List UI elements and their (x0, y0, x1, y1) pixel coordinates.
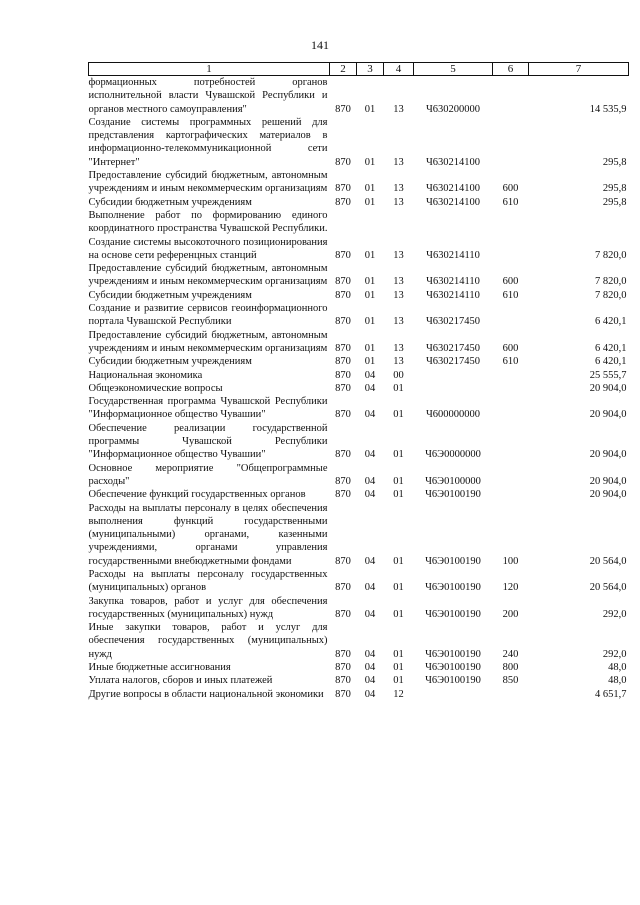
row-name: Расходы на выплаты персоналу государственных (муниципальных) органов (88, 568, 328, 594)
row-expense-type (493, 116, 529, 169)
row-subsection-code: 01 (393, 662, 404, 674)
row-name: Другие вопросы в области национальной экономики (88, 688, 324, 700)
row-amount: 7 820,0 (595, 276, 627, 288)
row-expense-type (493, 462, 529, 489)
row-amount: 4 651,7 (595, 688, 627, 700)
table-header (89, 63, 629, 76)
row-amount: 20 904,0 (589, 382, 627, 394)
header-col-5: 5 (414, 63, 493, 76)
row-ministry-code: 870 (335, 369, 351, 381)
row-name: Общеэкономические вопросы (88, 382, 223, 394)
header-col-6: 6 (493, 63, 529, 76)
row-expense-type: 800 (502, 662, 519, 674)
row-ministry-code: 870 (335, 316, 351, 328)
row-amount: 20 904,0 (589, 409, 627, 421)
row-target-code (414, 382, 493, 395)
row-subsection-code: 01 (393, 409, 404, 421)
row-ministry-code: 870 (335, 675, 351, 687)
row-section-code: 01 (364, 316, 376, 328)
row-target-code: Ч6Э0100190 (425, 608, 481, 620)
row-expense-type: 600 (502, 276, 519, 288)
row-name: Субсидии бюджетным учреждениям (88, 289, 252, 301)
row-ministry-code: 870 (335, 289, 351, 301)
table-row (89, 76, 629, 116)
row-section-code: 04 (364, 675, 376, 687)
row-section-code: 01 (364, 156, 376, 168)
row-amount: 7 820,0 (595, 249, 627, 261)
row-amount: 14 535,9 (589, 103, 627, 115)
row-ministry-code: 870 (335, 582, 351, 594)
row-section-code: 04 (364, 582, 376, 594)
table-row (89, 661, 629, 674)
row-expense-type (493, 209, 529, 262)
row-amount: 20 904,0 (589, 449, 627, 461)
row-subsection-code: 13 (393, 156, 404, 168)
header-col-3: 3 (357, 63, 384, 76)
row-ministry-code: 870 (335, 183, 351, 195)
row-ministry-code: 870 (335, 555, 351, 567)
row-ministry-code: 870 (335, 276, 351, 288)
row-section-code: 01 (364, 289, 376, 301)
row-name: Выполнение работ по формированию единого координатного пространства Чувашской Республики. Создание системы высокоточного позиционирования на основе сети референцных станций (88, 209, 328, 261)
row-ministry-code: 870 (335, 196, 351, 208)
row-target-code: Ч630217450 (425, 316, 481, 328)
row-section-code: 01 (364, 356, 376, 368)
row-subsection-code: 01 (393, 555, 404, 567)
row-amount: 7 820,0 (595, 289, 627, 301)
row-amount: 48,0 (608, 662, 627, 674)
row-subsection-code: 01 (393, 608, 404, 620)
row-section-code: 04 (364, 475, 376, 487)
row-ministry-code: 870 (335, 648, 351, 660)
row-target-code: Ч6Э0100190 (425, 648, 481, 660)
row-amount: 6 420,1 (595, 356, 627, 368)
row-name: Создание и развитие сервисов геоинформационного портала Чувашской Республики (88, 303, 328, 328)
table-row (89, 169, 629, 196)
table-row (89, 116, 629, 169)
row-section-code: 04 (364, 688, 376, 700)
row-subsection-code: 12 (393, 688, 404, 700)
row-subsection-code: 13 (393, 183, 404, 195)
row-target-code (414, 369, 493, 382)
row-amount: 20 564,0 (589, 582, 627, 594)
row-target-code: Ч6Э0100190 (425, 675, 481, 687)
row-target-code: Ч630217450 (425, 342, 481, 354)
table-row (89, 369, 629, 382)
row-name: Национальная экономика (88, 369, 203, 381)
row-ministry-code: 870 (335, 662, 351, 674)
budget-table (88, 62, 629, 701)
table-row (89, 196, 629, 209)
row-ministry-code: 870 (335, 249, 351, 261)
row-target-code: Ч6Э0100190 (425, 582, 481, 594)
table-row (89, 302, 629, 329)
row-section-code: 01 (364, 249, 376, 261)
row-ministry-code: 870 (335, 475, 351, 487)
page-number: 141 (311, 38, 329, 52)
row-name: Уплата налогов, сборов и иных платежей (88, 675, 273, 687)
row-target-code: Ч630214110 (426, 276, 480, 288)
row-amount: 295,8 (602, 156, 627, 168)
row-subsection-code: 01 (393, 475, 404, 487)
row-name: Государственная программа Чувашской Республики "Информационное общество Чувашии" (88, 396, 328, 421)
row-expense-type (493, 488, 529, 501)
row-subsection-code: 01 (393, 449, 404, 461)
row-target-code: Ч6Э0100190 (425, 489, 481, 501)
row-ministry-code: 870 (335, 382, 351, 394)
row-expense-type: 850 (502, 675, 519, 687)
row-amount: 6 420,1 (595, 342, 627, 354)
row-ministry-code: 870 (335, 342, 351, 354)
row-subsection-code: 01 (393, 582, 404, 594)
table-row (89, 688, 629, 701)
header-col-4: 4 (384, 63, 414, 76)
row-name: Иные бюджетные ассигнования (88, 662, 231, 674)
row-ministry-code: 870 (335, 489, 351, 501)
row-section-code: 04 (364, 608, 376, 620)
row-name: Субсидии бюджетным учреждениям (88, 356, 252, 368)
row-amount: 295,8 (602, 183, 627, 195)
row-ministry-code: 870 (335, 688, 351, 700)
row-target-code: Ч630214100 (425, 183, 481, 195)
row-subsection-code: 13 (393, 356, 404, 368)
header-col-2: 2 (330, 63, 357, 76)
table-row (89, 462, 629, 489)
row-amount: 25 555,7 (589, 369, 627, 381)
row-target-code: Ч630214100 (425, 196, 481, 208)
row-subsection-code: 01 (393, 382, 404, 394)
row-name: Закупка товаров, работ и услуг для обеспечения государственных (муниципальных) нужд (88, 595, 328, 620)
row-amount: 295,8 (602, 196, 627, 208)
table-row (89, 355, 629, 368)
row-target-code: Ч600000000 (425, 409, 481, 421)
row-target-code: Ч630214100 (425, 156, 481, 168)
row-name: Обеспечение функций государственных органов (88, 489, 306, 501)
row-section-code: 01 (364, 276, 376, 288)
row-ministry-code: 870 (335, 409, 351, 421)
row-subsection-code: 00 (393, 369, 404, 381)
row-expense-type: 610 (502, 196, 519, 208)
row-target-code (414, 688, 493, 701)
row-amount: 292,0 (602, 648, 627, 660)
row-section-code: 04 (364, 489, 376, 501)
table-row (89, 595, 629, 622)
table-row (89, 395, 629, 422)
table-row (89, 382, 629, 395)
row-section-code: 01 (364, 183, 376, 195)
row-expense-type: 610 (502, 289, 519, 301)
row-name: Основное мероприятие "Общепрограммные расходы" (88, 462, 328, 487)
table-row (89, 262, 629, 289)
row-expense-type (493, 688, 529, 701)
row-subsection-code: 13 (393, 316, 404, 328)
row-amount: 6 420,1 (595, 316, 627, 328)
row-subsection-code: 01 (393, 675, 404, 687)
table-row (89, 329, 629, 356)
row-amount: 20 904,0 (589, 489, 627, 501)
table-row (89, 621, 629, 661)
table-row (89, 674, 629, 687)
row-expense-type: 200 (502, 608, 519, 620)
row-amount: 292,0 (602, 608, 627, 620)
row-expense-type: 240 (502, 648, 519, 660)
row-name: Обеспечение реализации государственной программы Чувашской Республики "Информационное общество Чувашии" (88, 422, 328, 461)
row-target-code: Ч6Э0100190 (425, 555, 481, 567)
row-expense-type: 120 (502, 582, 519, 594)
row-subsection-code: 01 (393, 648, 404, 660)
row-subsection-code: 13 (393, 342, 404, 354)
row-name: Создание системы программных решений для представления картографических материалов в информационно-телекоммуникационной сети "Интернет" (88, 116, 328, 168)
row-expense-type: 610 (502, 356, 519, 368)
row-expense-type: 100 (502, 555, 519, 567)
header-col-7: 7 (529, 63, 629, 76)
header-col-1: 1 (89, 63, 330, 76)
table-row (89, 209, 629, 262)
row-ministry-code: 870 (335, 356, 351, 368)
row-amount: 20 564,0 (589, 555, 627, 567)
table-row (89, 488, 629, 501)
row-expense-type (493, 382, 529, 395)
table-row (89, 568, 629, 595)
row-subsection-code: 13 (393, 276, 404, 288)
row-section-code: 01 (364, 196, 376, 208)
row-target-code: Ч630214110 (426, 249, 480, 261)
row-name: Предоставление субсидий бюджетным, автономным учреждениям и иным некоммерческим организациям (88, 170, 328, 195)
row-target-code: Ч6Э0000000 (425, 449, 481, 461)
row-section-code: 04 (364, 409, 376, 421)
row-expense-type (493, 76, 529, 116)
row-section-code: 04 (364, 555, 376, 567)
row-subsection-code: 13 (393, 249, 404, 261)
row-section-code: 04 (364, 449, 376, 461)
row-target-code: Ч630214110 (426, 289, 480, 301)
row-subsection-code: 13 (393, 103, 404, 115)
row-expense-type (493, 422, 529, 462)
row-section-code: 01 (364, 103, 376, 115)
row-target-code: Ч630217450 (425, 356, 481, 368)
row-name: Предоставление субсидий бюджетным, автономным учреждениям и иным некоммерческим организациям (88, 263, 328, 288)
row-expense-type (493, 302, 529, 329)
row-section-code: 04 (364, 648, 376, 660)
row-expense-type (493, 395, 529, 422)
row-section-code: 04 (364, 382, 376, 394)
row-subsection-code: 13 (393, 289, 404, 301)
row-ministry-code: 870 (335, 103, 351, 115)
row-section-code: 01 (364, 342, 376, 354)
table-row (89, 422, 629, 462)
row-target-code: Ч630200000 (425, 103, 481, 115)
table-row (89, 289, 629, 302)
row-target-code: Ч6Э0100000 (425, 475, 481, 487)
row-name: Субсидии бюджетным учреждениям (88, 196, 252, 208)
row-amount: 20 904,0 (589, 475, 627, 487)
row-section-code: 04 (364, 369, 376, 381)
row-name: Расходы на выплаты персоналу в целях обеспечения выполнения функций государственными (муниципальными) органами, казенными учреждениями, органами управления государственными внебюджетными фондами (88, 502, 328, 567)
row-ministry-code: 870 (335, 449, 351, 461)
row-section-code: 04 (364, 662, 376, 674)
row-ministry-code: 870 (335, 156, 351, 168)
row-name: Предоставление субсидий бюджетным, автономным учреждениям и иным некоммерческим организациям (88, 329, 328, 354)
table-row (89, 502, 629, 568)
row-subsection-code: 01 (393, 489, 404, 501)
row-expense-type: 600 (502, 342, 519, 354)
row-amount: 48,0 (608, 675, 627, 687)
row-target-code: Ч6Э0100190 (425, 662, 481, 674)
row-ministry-code: 870 (335, 608, 351, 620)
row-subsection-code: 13 (393, 196, 404, 208)
row-name: Иные закупки товаров, работ и услуг для обеспечения государственных (муниципальных) нужд (88, 622, 328, 660)
row-expense-type: 600 (502, 183, 519, 195)
row-name: формационных потребностей органов исполнительной власти Чувашской Республики и органов местного самоуправления" (88, 77, 328, 115)
row-expense-type (493, 369, 529, 382)
